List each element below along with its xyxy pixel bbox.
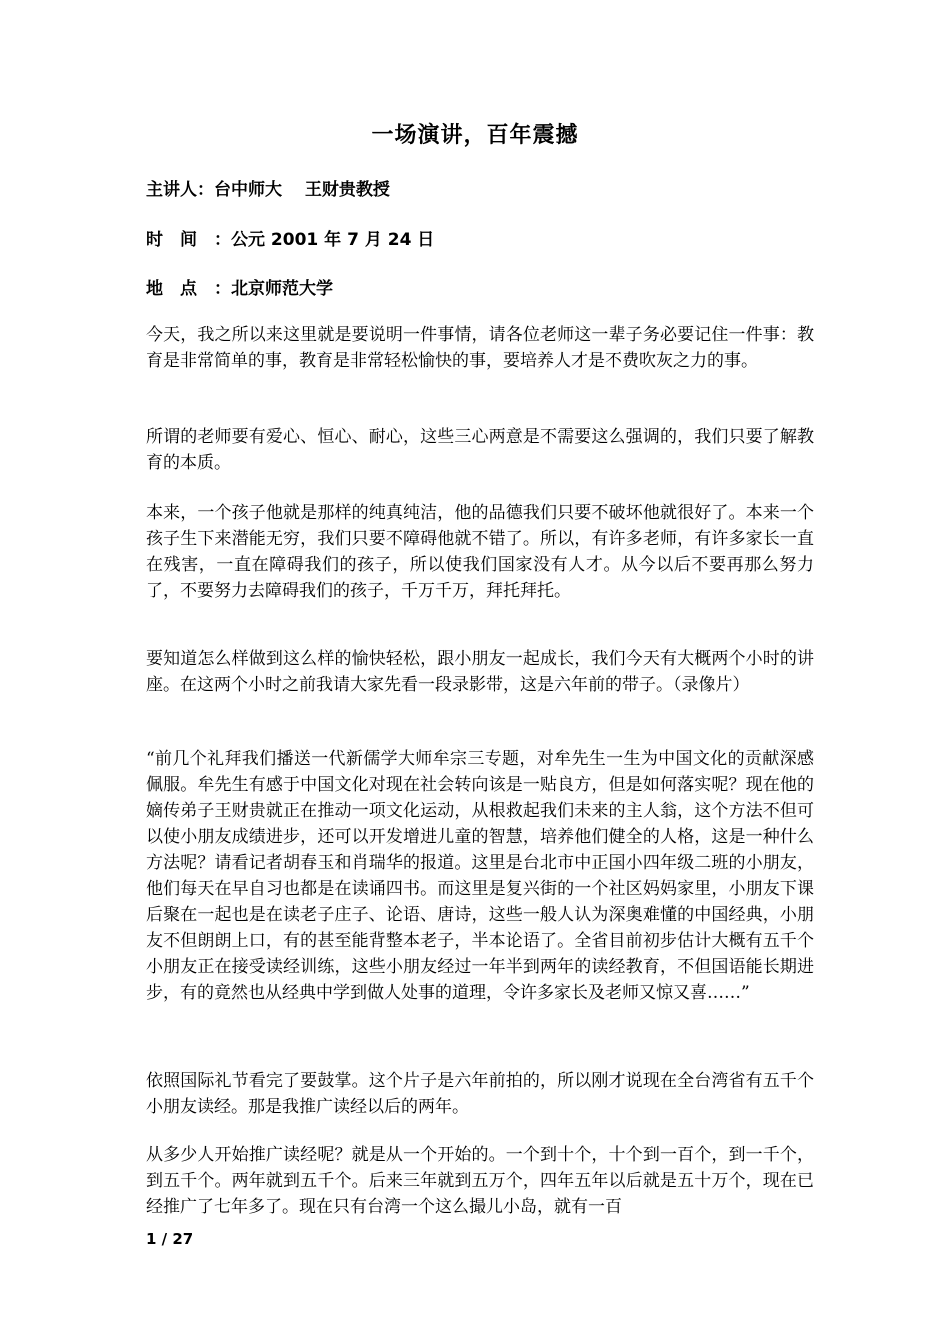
time-line: 时 间 ：公元 2001 年 7 月 24 日 <box>146 230 435 250</box>
paragraph <box>146 322 814 374</box>
paragraph-text: 今天，我之所以来这里就是要说明一件事情，请各位老师这一辈子务必要记住一件事：教育是非常简单的事，教育是非常轻松愉快的事，要培养人才是不费吹灰之力的事。 <box>146 325 814 371</box>
paragraph-text: 依照国际礼节看完了要鼓掌。这个片子是六年前拍的，所以刚才说现在全台湾省有五千个小朋友读经。那是我推广读经以后的两年。 <box>146 1071 814 1117</box>
paragraph <box>146 500 814 604</box>
paragraph-text: 本来，一个孩子他就是那样的纯真纯洁，他的品德我们只要不破坏他就很好了。本来一个孩子生下来潜能无穷，我们只要不障碍他就不错了。所以，有许多老师，有许多家长一直在残害，一直在障碍我们的孩子，所以使我们国家没有人才。从今以后不要再那么努力了，不要努力去障碍我们的孩子，千万千万，拜托拜托。 <box>146 503 814 601</box>
paragraph <box>146 424 831 476</box>
paragraph <box>146 1142 814 1220</box>
paragraph-text: 从多少人开始推广读经呢？就是从一个开始的。一个到十个，十个到一百个，到一千个，到五千个。两年就到五千个。后来三年就到五万个，四年五年以后就是五十万个，现在已经推广了七年多了。现在只有台湾一个这么撮儿小岛，就有一百 <box>146 1145 814 1217</box>
page-number: 1 / 27 <box>146 1230 194 1248</box>
paragraph <box>146 1068 814 1120</box>
document-title: 一场演讲，百年震撼 <box>371 123 579 148</box>
paragraph-quote <box>146 746 814 1006</box>
paragraph-text: 所谓的老师要有爱心、恒心、耐心，这些三心两意是不需要这么强调的，我们只要了解教 育的本质。 <box>146 427 831 473</box>
paragraph <box>146 646 814 698</box>
paragraph-text: 要知道怎么样做到这么样的愉快轻松，跟小朋友一起成长，我们今天有大概两个小时的讲座。在这两个小时之前我请大家先看一段录影带，这是六年前的带子。（录像片） <box>146 649 814 695</box>
place-line: 地 点 ：北京师范大学 <box>146 279 333 299</box>
speaker-line: 主讲人：台中师大 王财贵教授 <box>146 180 390 200</box>
paragraph-text: “前几个礼拜我们播送一代新儒学大师牟宗三专题，对牟先生一生为中国文化的贡献深感佩服。牟先生有感于中国文化对现在社会转向该是一贴良方，但是如何落实呢？现在他的嫡传弟子王财贵就正在推动一项文化运动，从根救起我们未来的主人翁，这个方法不但可以使小朋友成绩进步，还可以开发增进儿童的智慧，培养他们健全的人格，这是一种什么方法呢？请看记者胡春玉和肖瑞华的报道。这里是台北市中正国小四年级二班的小朋友，他们每天在早自习也都是在读诵四书。而这里是复兴街的一个社区妈妈家里，小朋友下课后聚在一起也是在读老子庄子、论语、唐诗，这些一般人认为深奥难懂的中国经典，小朋友不但朗朗上口，有的甚至能背整本老子，半本论语了。全省目前初步估计大概有五千个小朋友正在接受读经训练，这些小朋友经过一年半到两年的读经教育，不但国语能长期进步，有的竟然也从经典中学到做人处事的道理，令许多家长及老师又惊又喜……” <box>146 749 814 1003</box>
